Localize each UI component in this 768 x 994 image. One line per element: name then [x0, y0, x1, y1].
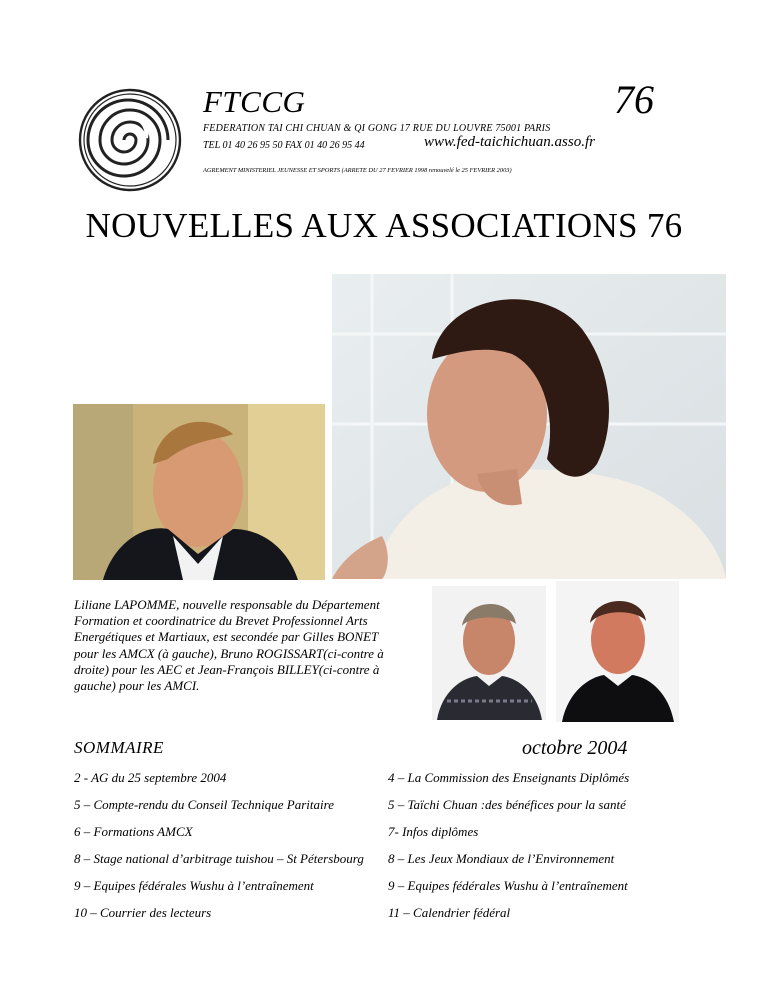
contact-phone-fax: TEL 01 40 26 95 50 FAX 01 40 26 95 44 — [203, 140, 365, 151]
newsletter-headline: NOUVELLES AUX ASSOCIATIONS 76 — [85, 206, 683, 245]
toc-entry: 2 - AG du 25 septembre 2004 — [74, 770, 227, 785]
toc-entry: 10 – Courrier des lecteurs — [74, 905, 212, 920]
sommaire-heading: SOMMAIRE — [74, 738, 164, 757]
photo-caption: Liliane LAPOMME, nouvelle responsable du Département Formation et coordinatrice du Brevet Professionnel Arts Energétiques et Martiaux, est secondée par Gilles BONET pour les AMCX (à gauche), Bruno ROGISSART(ci-contre à droite) pour les AEC et Jean-François BILLEY(ci-contre à gauche) pour les AMCI. — [74, 597, 384, 694]
toc-entry: 4 – La Commission des Enseignants Diplômés — [388, 770, 630, 785]
ministerial-agreement: AGREMENT MINISTERIEL JEUNESSE ET SPORTS (ARRETE DU 27 FEVRIER 1998 renouvelé le 25 FEVRIER 2003) — [203, 167, 512, 174]
issue-number: 76 — [614, 77, 654, 122]
federation-acronym: FTCCG — [203, 84, 306, 119]
toc-entry: 8 – Stage national d’arbitrage tuishou – St Pétersbourg — [74, 851, 364, 866]
toc-entry: 9 – Equipes fédérales Wushu à l’entraînement — [388, 878, 628, 893]
federation-logo — [76, 86, 184, 194]
toc-entry: 5 – Compte-rendu du Conseil Technique Paritaire — [74, 797, 334, 812]
issue-date: octobre 2004 — [522, 737, 628, 759]
photo-gilles-bonet — [73, 404, 325, 580]
toc-entry: 5 – Taïchi Chuan :des bénéfices pour la santé — [388, 797, 626, 812]
toc-entry: 7- Infos diplômes — [388, 824, 479, 839]
toc-entry: 11 – Calendrier fédéral — [388, 905, 511, 920]
toc-entry: 9 – Equipes fédérales Wushu à l’entraînement — [74, 878, 314, 893]
website-link[interactable]: www.fed-taichichuan.asso.fr — [424, 134, 595, 150]
federation-address: FEDERATION TAI CHI CHUAN & QI GONG 17 RUE DU LOUVRE 75001 PARIS — [203, 123, 551, 134]
photo-liliane-lapomme — [332, 274, 726, 579]
photo-bruno-rogissart — [556, 581, 679, 722]
photo-jean-francois-billey — [432, 586, 546, 720]
toc-entry: 6 – Formations AMCX — [74, 824, 193, 839]
toc-entry: 8 – Les Jeux Mondiaux de l’Environnement — [388, 851, 615, 866]
